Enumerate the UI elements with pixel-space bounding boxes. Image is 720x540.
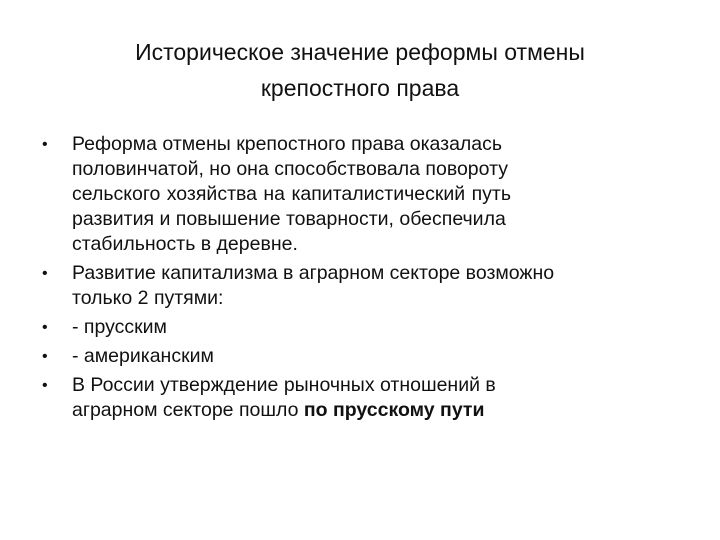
- bullet-line: В России утверждение рыночных отношений в: [72, 374, 496, 396]
- title-line-1: Историческое значение реформы отмены: [135, 39, 585, 65]
- bullet-item-prussian: [42, 315, 682, 340]
- bullet-item-capitalism: [42, 261, 682, 311]
- bullet-line: сельского хозяйства на капиталистический путь: [72, 183, 511, 205]
- bullet-dot-icon: •: [42, 348, 48, 365]
- bullet-item-russia: [42, 373, 682, 423]
- title-line-2: крепостного права: [260, 75, 460, 101]
- bullet-line: - прусским: [72, 316, 167, 338]
- slide-title: [40, 34, 680, 106]
- bullet-dot-icon: •: [42, 319, 48, 336]
- bullet-line: половинчатой, но она способствовала повороту: [72, 158, 508, 180]
- bullet-list: [42, 132, 682, 427]
- bullet-text: [72, 261, 682, 311]
- bullet-line: Реформа отмены крепостного права оказалась: [72, 133, 503, 155]
- bullet-dot-icon: •: [42, 136, 48, 153]
- bullet-dot-icon: •: [42, 377, 48, 394]
- bullet-text: [72, 373, 682, 423]
- bullet-line-emphasis: по прусскому пути: [303, 399, 485, 421]
- bullet-line: [72, 398, 682, 423]
- bullet-text: [72, 344, 682, 369]
- bullet-line: Развитие капитализма в аграрном секторе возможно: [72, 262, 555, 284]
- bullet-line: стабильность в деревне.: [72, 233, 298, 255]
- bullet-item-reform: [42, 132, 682, 257]
- bullet-line: развития и повышение товарности, обеспечила: [72, 208, 506, 230]
- bullet-text: [72, 315, 682, 340]
- bullet-text: [72, 132, 682, 257]
- bullet-line: - американским: [72, 345, 214, 367]
- bullet-dot-icon: •: [42, 265, 48, 282]
- bullet-line-plain: аграрном секторе пошло: [72, 399, 304, 421]
- bullet-item-american: [42, 344, 682, 369]
- bullet-line: только 2 путями:: [72, 287, 224, 309]
